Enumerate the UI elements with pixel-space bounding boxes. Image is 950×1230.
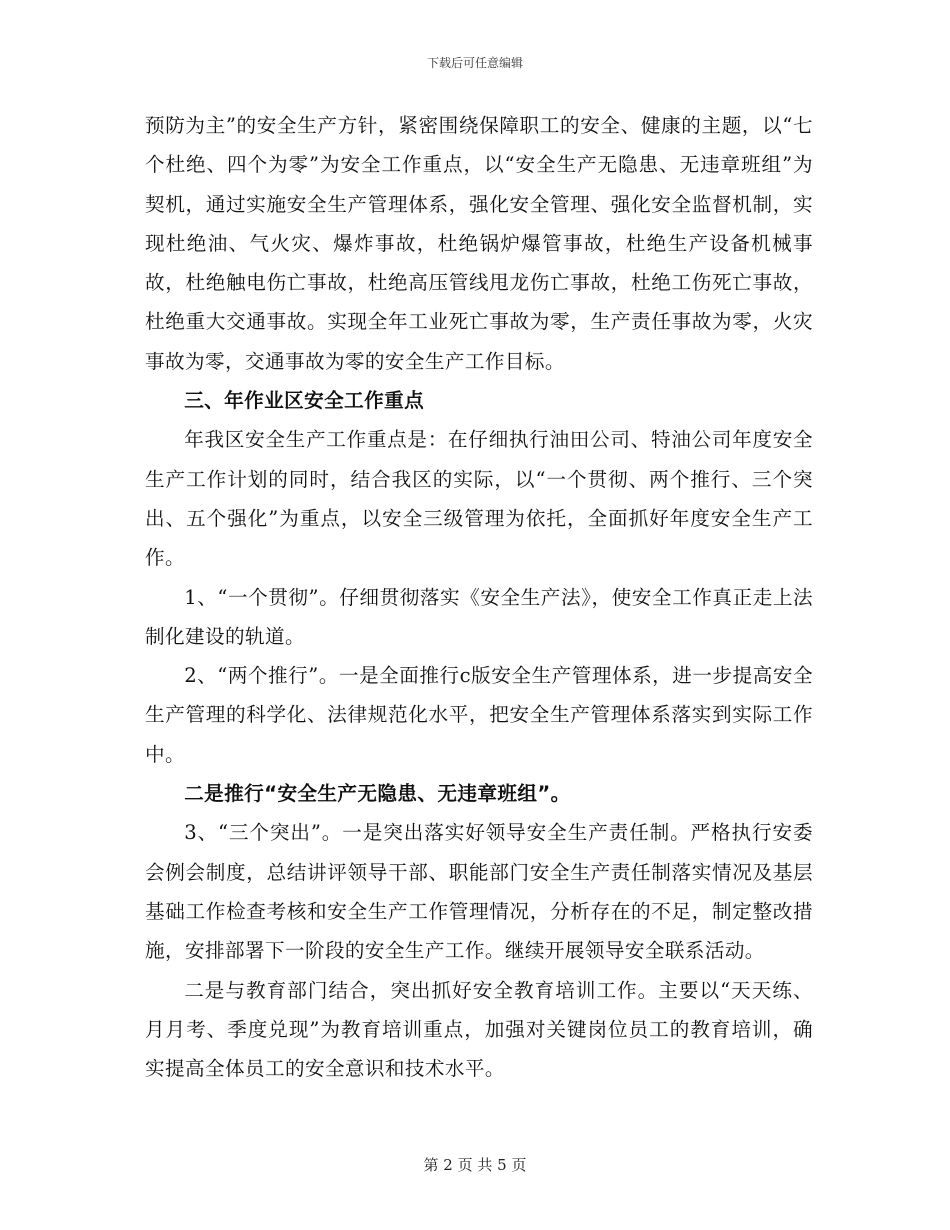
paragraph-two-promotions: 2、“两个推行”。一是全面推行c版安全生产管理体系，进一步提高安全生产管理的科学化、法律规范化水平，把安全生产管理体系落实到实际工作中。 [145, 664, 813, 766]
paragraph-annual-priorities: 年我区安全生产工作重点是：在仔细执行油田公司、特油公司年度安全生产工作计划的同时，结合我区的实际，以“一个贯彻、两个推行、三个突出、五个强化”为重点，以安全三级管理为依托，全面抓好年度安全生产工作。 [145, 428, 813, 570]
paragraph-policy-continuation: 预防为主”的安全生产方针，紧密围绕保障职工的安全、健康的主题，以“七个杜绝、四个为零”为安全工作重点，以“安全生产无隐患、无违章班组”为契机，通过实施安全生产管理体系，强化安全管理、强化安全监督机制，实现杜绝油、气火灾、爆炸事故，杜绝锅炉爆管事故，杜绝生产设备机械事故，杜绝触电伤亡事故，杜绝高压管线甩龙伤亡事故，杜绝工伤死亡事故，杜绝重大交通事故。实现全年工业死亡事故为零，生产责任事故为零，火灾事故为零，交通事故为零的安全生产工作目标。 [145, 114, 813, 373]
paragraph-second-promotion-heading: 二是推行“安全生产无隐患、无违章班组”。 [184, 782, 571, 806]
document-body [145, 106, 813, 1088]
page-footer-page-number: 第 2 页 共 5 页 [423, 1156, 527, 1174]
page-header: 下载后可任意编辑 [426, 56, 523, 70]
section-heading-safety-priorities: 三、年作业区安全工作重点 [184, 389, 425, 413]
paragraph-three-highlights: 3、“三个突出”。一是突出落实好领导安全生产责任制。严格执行安委会例会制度，总结讲评领导干部、职能部门安全生产责任制落实情况及基层基础工作检查考核和安全生产工作管理情况，分析存在的不足，制定整改措施，安排部署下一阶段的安全生产工作。继续开展领导安全联系活动。 [145, 821, 813, 963]
paragraph-one-implementation: 1、“一个贯彻”。仔细贯彻落实《安全生产法》，使安全工作真正走上法制化建设的轨道。 [145, 585, 813, 648]
paragraph-education-training: 二是与教育部门结合，突出抓好安全教育培训工作。主要以“天天练、月月考、季度兑现”为教育培训重点，加强对关键岗位员工的教育培训，确实提高全体员工的安全意识和技术水平。 [145, 978, 813, 1081]
